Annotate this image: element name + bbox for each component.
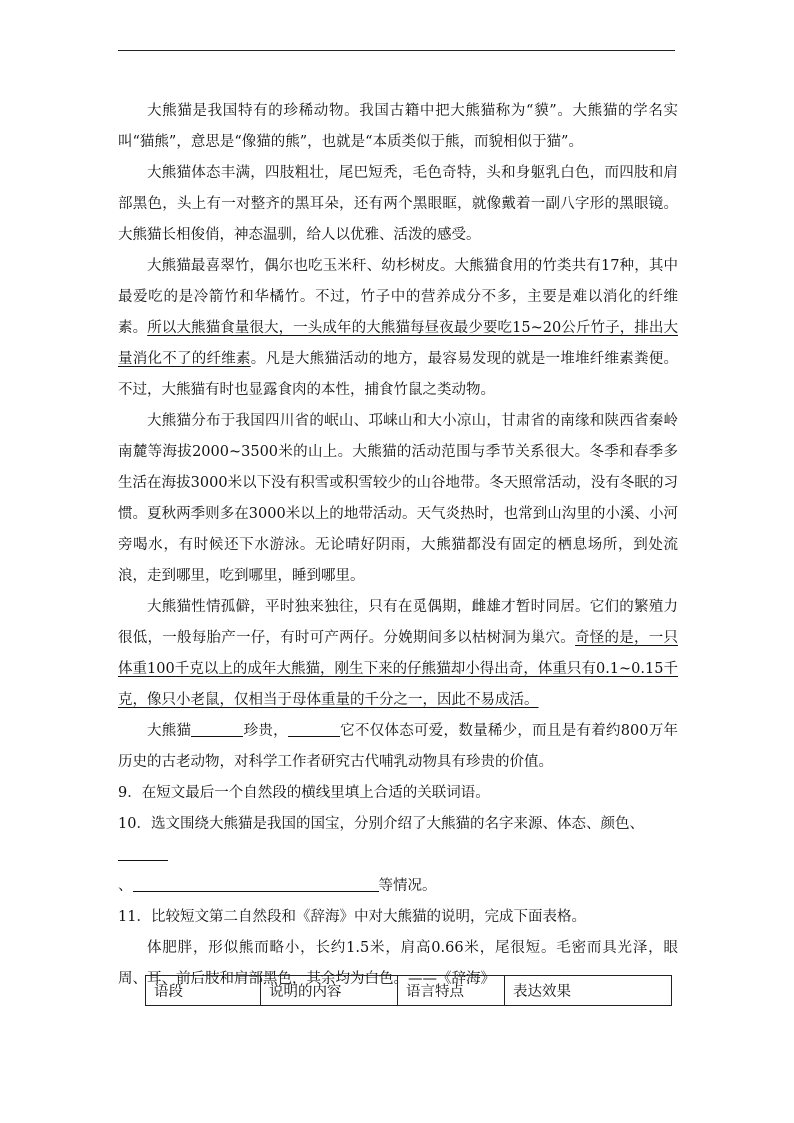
table-header-cell: 语言特点 [398,976,505,1006]
paragraph-3 [118,251,678,406]
answer-blank-3[interactable] [118,846,168,861]
table-header-cell: 说明的内容 [261,976,398,1006]
comparison-table [145,975,672,1006]
paragraph-6 [118,716,678,778]
answer-blank-1[interactable] [191,722,243,737]
paragraph-5-underlined: 奇怪的是，一只体重100千克以上的成年大熊猫，刚生下来的仔熊猫却小得出奇，体重只有0.1~0.15千克，像只小老鼠，仅相当于母体重量的千分之一，因此不易成活。 [118,630,679,708]
paragraph-5 [118,592,678,716]
table-header-cell: 语段 [146,976,261,1006]
paragraph-4: 大熊猫分布于我国四川省的岷山、邛崃山和大小凉山，甘肃省的南缘和陕西省秦岭南麓等海拔2000~3500米的山上。大熊猫的活动范围与季节关系很大。冬季和春季多生活在海拔3000米以下没有积雪或积雪较少的山谷地带。冬天照常活动，没有冬眠的习惯。夏秋两季则多在3000米以上的地带活动。天气炎热时，也常到山沟里的小溪、小河旁喝水，有时候还下水游泳。无论晴好阴雨，大熊猫都没有固定的栖息场所，到处流浪，走到哪里，吃到哪里，睡到哪里。 [118,413,678,584]
question-11: 11．比较短文第二自然段和《辞海》中对大熊猫的说明，完成下面表格。 [118,909,586,925]
paragraph-6-text-b: 珍贵， [243,723,288,739]
paragraph-1: 大熊猫是我国特有的珍稀动物。我国古籍中把大熊猫称为“貘”。大熊猫的学名实叫“猫熊”，意思是“像猫的熊”，也就是“本质类似于熊，而貌相似于猫”。 [118,103,678,150]
cihai-quote: 体肥胖，形似熊而略小，长约1.5米，肩高0.66米，尾很短。毛密而具光泽，眼周、耳、前后肢和肩部黑色，其余均为白色。——《辞海》 [118,940,678,987]
article [118,96,678,995]
paragraph-5-text: 大熊猫性情孤僻，平时独来独往，只有在觅偶期，雌雄才暂时同居。它们的繁殖力很低，一般每胎产一仔，有时可产两仔。分娩期间多以枯树洞为巢穴。 [118,599,678,646]
paragraph-3-text-a: 大熊猫最喜翠竹，偶尔也吃玉米秆、幼杉树皮。大熊猫食用的竹类共有17种，其中最爱吃的是冷箭竹和华橘竹。不过，竹子中的营养成分不多，主要是难以消化的纤维素。 [118,258,678,336]
table-header-row [146,976,672,1006]
question-10-text-a: 10．选文围绕大熊猫是我国的国宝，分别介绍了大熊猫的名字来源、体态、颜色、 [118,816,644,832]
paragraph-6-text-a: 大熊猫 [147,723,192,739]
question-10-text-c: 等情况。 [378,878,437,894]
question-10-text-b: 、 [118,878,133,894]
answer-blank-2[interactable] [288,722,340,737]
question-10 [118,809,678,902]
answer-blank-4[interactable] [133,877,379,892]
paragraph-6-text-c: 它不仅体态可爱，数量稀少，而且是有着约800万年历史的古老动物，对科学工作者研究古代哺乳动物具有珍贵的价值。 [118,723,678,770]
paragraph-3-text-b: 。凡是大熊猫活动的地方，最容易发现的就是一堆堆纤维素粪便。不过，大熊猫有时也显露食肉的本性，捕食竹鼠之类动物。 [118,351,679,398]
paragraph-2: 大熊猫体态丰满，四肢粗壮，尾巴短秃，毛色奇特，头和身躯乳白色，而四肢和肩部黑色，头上有一对整齐的黑耳朵，还有两个黑眼眶，就像戴着一副八字形的黑眼镜。大熊猫长相俊俏，神态温驯，给人以优雅、活泼的感受。 [118,165,678,243]
header-rule [118,50,675,51]
paragraph-3-underlined: 所以大熊猫食量很大，一头成年的大熊猫每昼夜最少要吃15~20公斤竹子，排出大量消化不了的纤维素 [118,320,678,367]
question-9: 9．在短文最后一个自然段的横线里填上合适的关联词语。 [118,785,490,801]
table-header-cell: 表达效果 [505,976,672,1006]
